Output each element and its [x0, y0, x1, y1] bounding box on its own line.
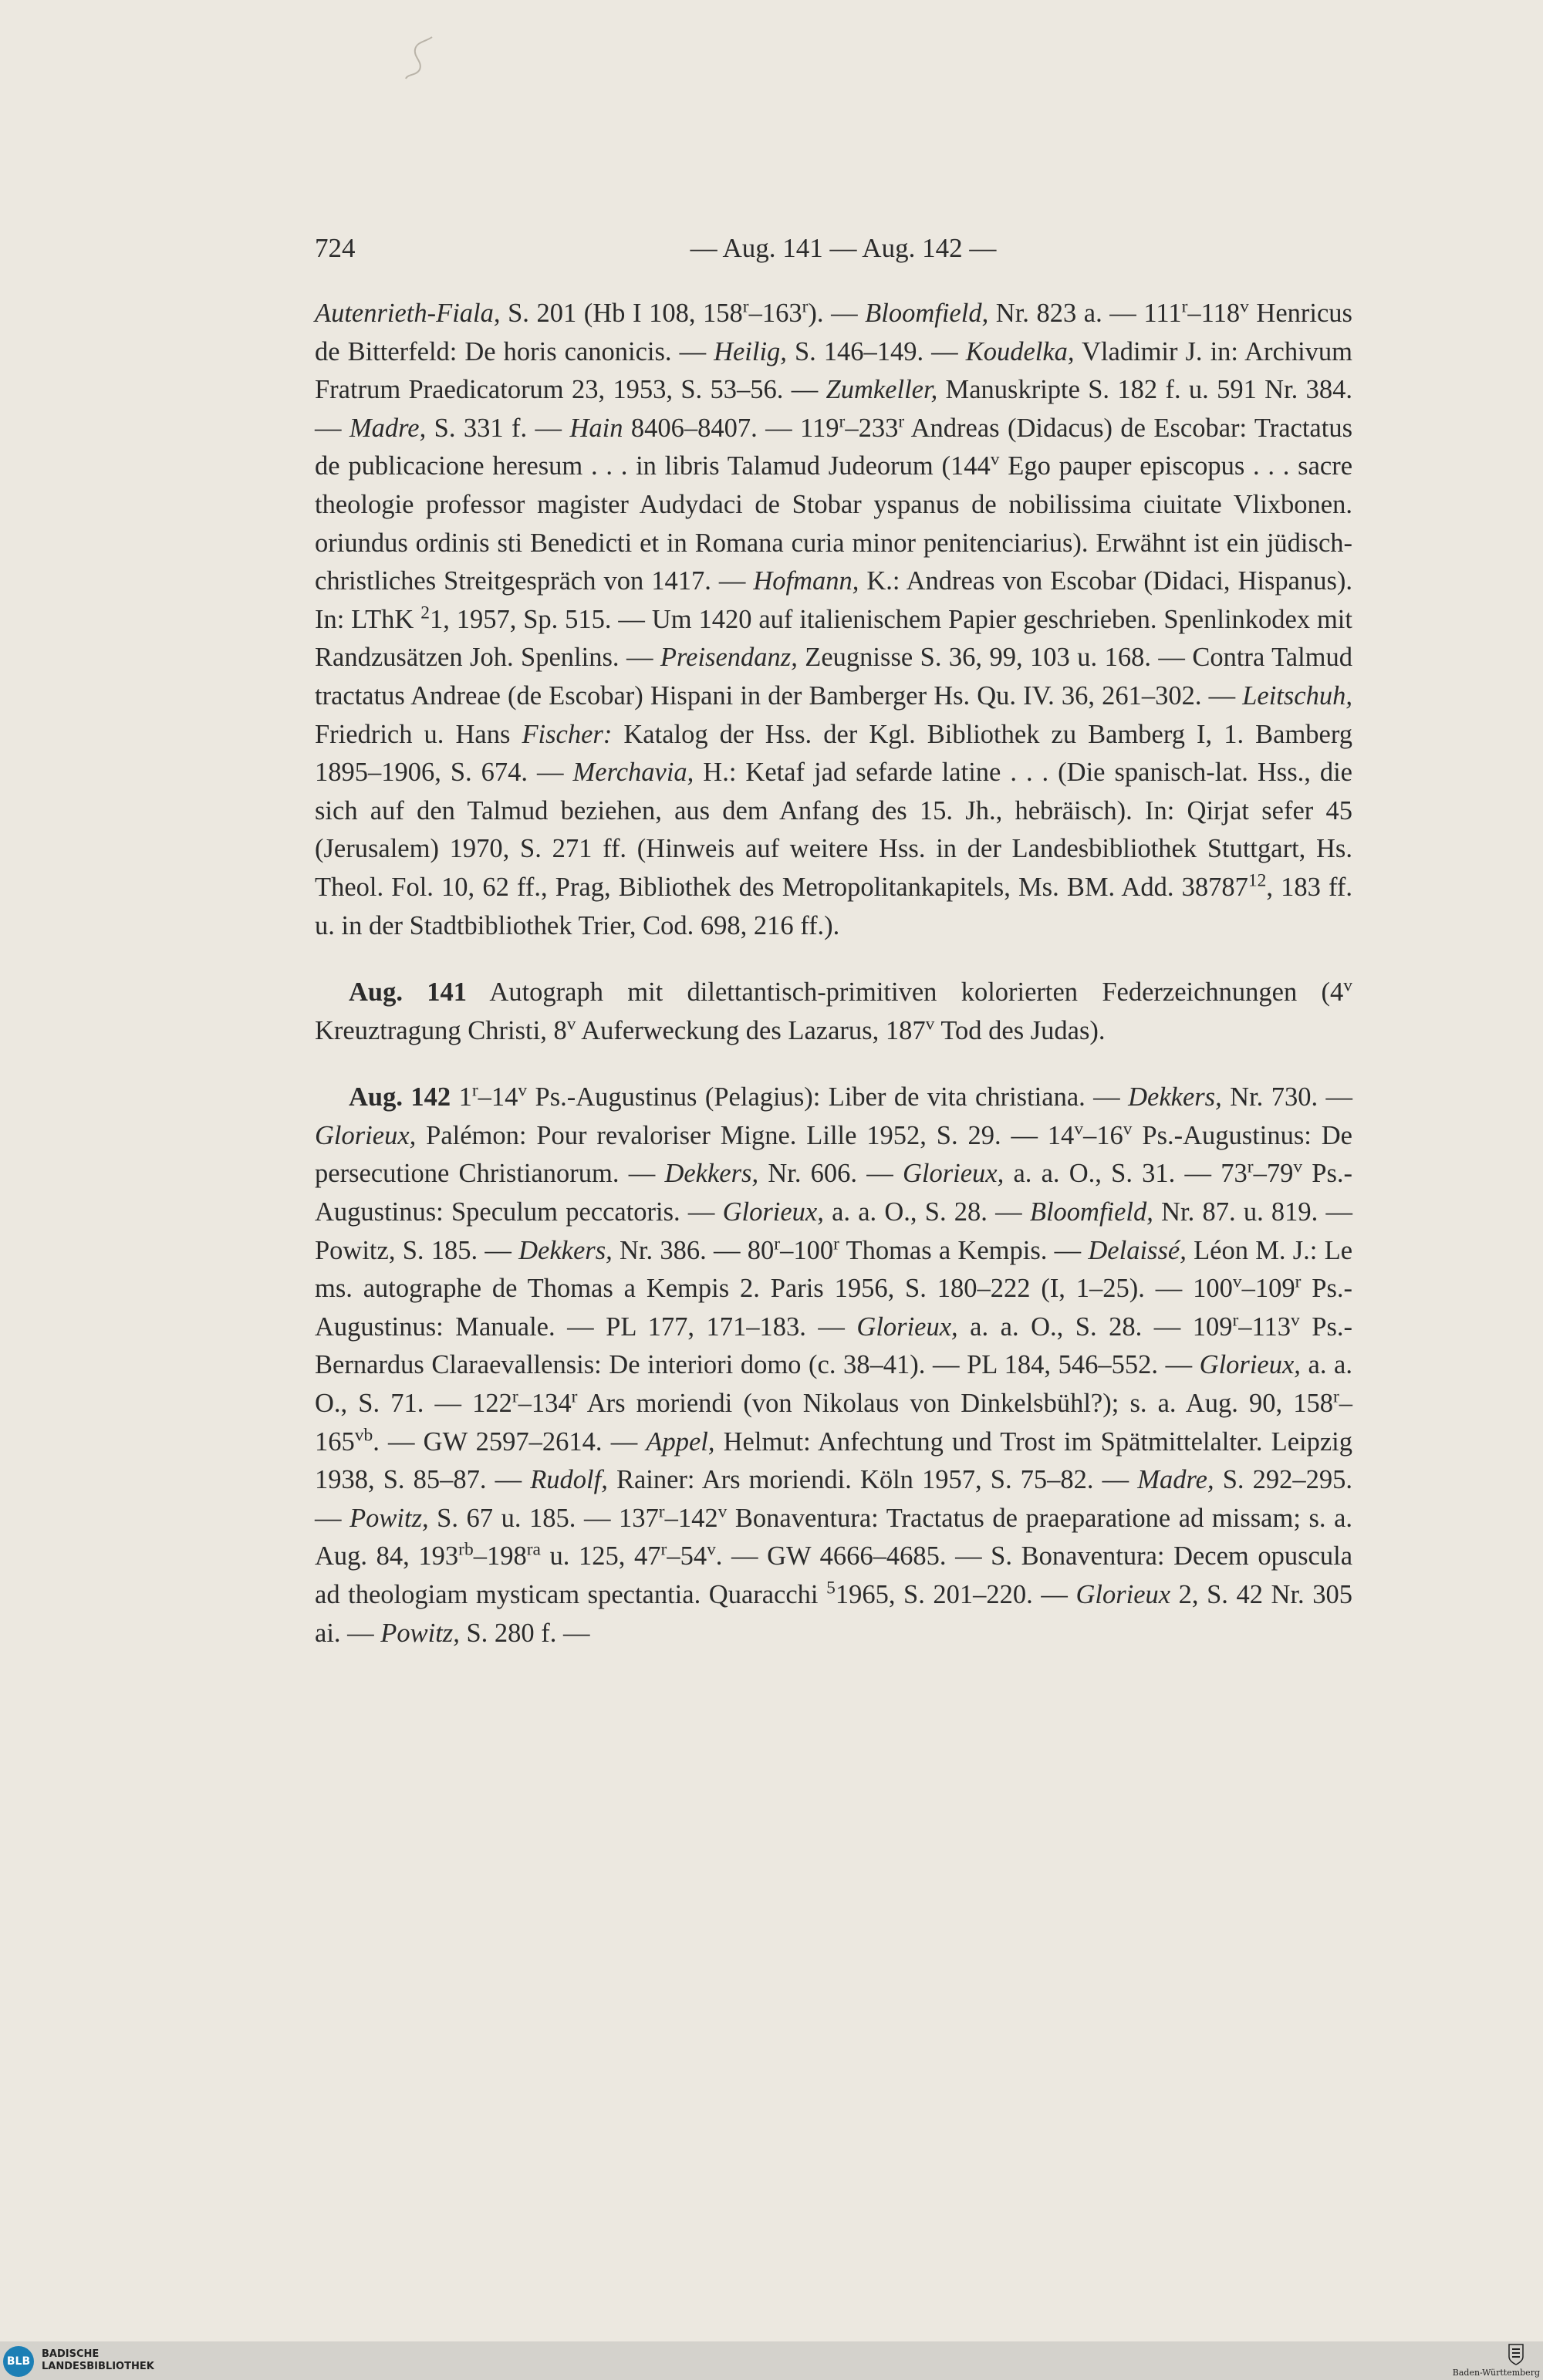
text-run: a. a. O., S. 28. —	[823, 1197, 1030, 1227]
superscript: r	[1247, 1156, 1254, 1177]
superscript: 2	[420, 603, 430, 623]
text-run: Thomas a Kempis. —	[839, 1235, 1089, 1265]
author-name: Glorieux,	[1199, 1350, 1301, 1380]
superscript: r	[1181, 296, 1188, 317]
superscript: r	[839, 411, 846, 432]
text-run: Ps.-Augustinus: Manuale. — PL 177, 171–183. —	[315, 1274, 1352, 1342]
text-run: Ps.-Augustinus: Speculum peccatoris. —	[315, 1159, 1352, 1227]
author-name: Hain	[569, 413, 623, 443]
text-run: Nr. 730. —	[1221, 1082, 1353, 1112]
text-run: Palémon: Pour revaloriser Migne. Lille 1952, S. 29. — 14	[416, 1120, 1075, 1150]
author-name: Heilig,	[714, 336, 787, 366]
text-run: Zeugnisse S. 36, 99, 103 u. 168. — Contra Talmud tractatus Andreae (de Escobar) Hispani in der Bamberger Hs. Qu. IV. 36, 261–302. —	[315, 643, 1352, 711]
text-run: Friedrich u. Hans	[315, 719, 522, 749]
author-name: Zumkeller,	[826, 375, 938, 405]
text-run: –109	[1241, 1274, 1295, 1304]
text-run: S. 67 u. 185. — 137	[428, 1503, 659, 1533]
text-run: a. a. O., S. 71. — 122	[315, 1350, 1352, 1419]
text-run: S. 280 f. —	[459, 1618, 590, 1648]
text-run: Helmut: Anfechtung und Trost im Spätmittelalter. Leipzig 1938, S. 85–87. —	[315, 1426, 1353, 1495]
author-name: Dekkers,	[1128, 1082, 1222, 1112]
text-run: Nr. 606. —	[758, 1159, 903, 1189]
superscript: v	[1240, 296, 1249, 317]
text-run: Ps.-Augustinus: De persecutione Christianorum. —	[315, 1120, 1352, 1189]
superscript: r	[742, 296, 749, 317]
superscript: v	[925, 1014, 935, 1035]
running-header	[315, 233, 1349, 272]
text-run: Nr. 823 a. — 111	[988, 299, 1182, 328]
text-run: , 183 ff. u. in der Stadtbibliothek Trier, Cod. 698, 216 ff.).	[315, 872, 1352, 940]
superscript: r	[1332, 1386, 1339, 1407]
text-run: –134	[518, 1389, 572, 1419]
author-name: Bloomfield,	[1029, 1197, 1153, 1227]
superscript: v	[566, 1014, 576, 1035]
superscript: v	[1074, 1119, 1084, 1139]
catalog-entry-text	[315, 295, 1352, 1652]
author-name: Autenrieth-Fiala,	[315, 299, 501, 328]
text-run: 8406–8407. — 119	[623, 413, 839, 443]
text-run: –100	[780, 1235, 834, 1265]
author-name: Preisendanz,	[660, 643, 798, 673]
text-run: Bonaventura: Tractatus de praeparatione ad missam; s. a. Aug. 84, 193	[315, 1503, 1353, 1571]
superscript: r	[571, 1386, 578, 1407]
text-run: –165	[315, 1389, 1353, 1457]
author-name: Bloomfield,	[865, 299, 989, 328]
author-name: Glorieux	[1075, 1580, 1171, 1609]
text-run: 1, 1957, Sp. 515. — Um 1420 auf italienischem Papier geschrieben. Spenlinkodex mit Randzusätzen Joh. Spenlins. —	[315, 604, 1352, 673]
text-run: 1	[451, 1082, 472, 1112]
footer-bar	[0, 2341, 1543, 2380]
author-name: Dekkers,	[518, 1235, 613, 1265]
text-run: . — GW 2597–2614. —	[373, 1426, 647, 1457]
text-run: H.: Ketaf jad sefarde latine . . . (Die spanisch-lat. Hss., die sich auf den Talmud beziehen, aus dem Anfang des 15. Jh., hebräisch). In: Qirjat sefer 45 (Jerusalem) 1970, S. 271 ff. (Hinweis auf weitere Hss. in der Landesbibliothek Stuttgart, Hs. Theol. Fol. 10, 62 ff., Prag, Bibliothek des Metropolitankapitels, Ms. BM. Add. 38787	[315, 758, 1352, 902]
text-run: –79	[1253, 1159, 1294, 1189]
superscript: 5	[826, 1578, 836, 1598]
superscript: v	[1232, 1271, 1242, 1292]
text-run: –14	[478, 1082, 518, 1112]
superscript: v	[1291, 1310, 1300, 1331]
text-run: Ps.-Augustinus (Pelagius): Liber de vita christiana. —	[527, 1082, 1129, 1112]
author-name: Madre,	[349, 413, 427, 443]
author-name: Appel,	[646, 1426, 715, 1457]
superscript: r	[658, 1501, 665, 1522]
author-name: Dekkers,	[664, 1159, 759, 1189]
superscript: v	[1123, 1119, 1133, 1139]
text-run: S. 146–149. —	[786, 336, 966, 366]
text-run: –54	[667, 1541, 707, 1571]
coat-of-arms-icon	[1508, 2343, 1524, 2366]
text-run: Manuskripte S. 182 f. u. 591 Nr. 384. —	[315, 375, 1352, 443]
text-run: Andreas (Didacus) de Escobar: Tractatus de publicacione heresum . . . in libris Talamud Judeorum (144	[315, 413, 1352, 481]
text-run: Auferweckung des Lazarus, 187	[576, 1015, 926, 1045]
author-name: Madre,	[1137, 1465, 1214, 1495]
superscript: v	[707, 1539, 716, 1560]
superscript: r	[1232, 1310, 1239, 1331]
blb-logo-icon: BLB	[3, 2346, 34, 2377]
superscript: r	[774, 1234, 781, 1254]
author-name: Koudelka,	[965, 336, 1075, 366]
text-run: Ego pauper episcopus . . . sacre theologie professor magister Audydaci de Stobar yspanus de nobilissima ciuitate Vlixbonen. oriundus ordinis sti Benedicti et in Romana curia minor penitenciarius). Erwähnt ist ein jüdisch-christliches Streitgespräch von 1417. —	[315, 451, 1353, 596]
text-run: Ps.-Bernardus Claraevallensis: De interiori domo (c. 38–41). — PL 184, 546–552. —	[315, 1312, 1353, 1380]
superscript: v	[1343, 975, 1353, 996]
text-run: . — GW 4666–4685. — S. Bonaventura: Decem opuscula ad theologiam mysticam spectantia. Quaracchi	[315, 1541, 1353, 1609]
superscript: ra	[526, 1539, 541, 1560]
text-run: –142	[664, 1503, 718, 1533]
text-run: Nr. 386. — 80	[612, 1235, 775, 1265]
superscript: r	[1295, 1271, 1302, 1292]
superscript: r	[802, 296, 809, 317]
text-run: S. 201 (Hb I 108, 158	[500, 299, 743, 328]
superscript: r	[512, 1386, 518, 1407]
text-run: Henricus de Bitterfeld: De horis canonicis. —	[315, 299, 1352, 366]
author-name: Powitz,	[349, 1503, 429, 1533]
text-run: Autograph mit dilettantisch-primitiven kolorierten Federzeichnungen (4	[467, 977, 1344, 1008]
author-name: Leitschuh,	[1242, 680, 1352, 711]
author-name: Glorieux,	[856, 1312, 958, 1342]
text-run: K.: Andreas von Escobar (Didaci, Hispanus). In: LThK	[315, 566, 1352, 634]
superscript: vb	[354, 1425, 373, 1446]
author-name: Glorieux,	[315, 1120, 417, 1150]
library-name	[42, 2348, 154, 2373]
text-run: u. 125, 47	[540, 1541, 661, 1571]
author-name: Rudolf,	[530, 1465, 608, 1495]
author-name: Glorieux,	[902, 1159, 1004, 1189]
text-run: Léon M. J.: Le ms. autographe de Thomas a Kempis 2. Paris 1956, S. 180–222 (I, 1–25). — 100	[315, 1235, 1353, 1304]
text-run: –163	[748, 299, 802, 328]
text-run: a. a. O., S. 31. — 73	[1004, 1159, 1248, 1189]
superscript: r	[898, 411, 905, 432]
text-run: –113	[1238, 1312, 1291, 1342]
text-run: –198	[473, 1541, 527, 1571]
superscript: r	[471, 1080, 478, 1101]
author-name: Powitz,	[380, 1618, 460, 1648]
text-run: 2, S. 42 Nr. 305 ai. —	[315, 1580, 1353, 1648]
superscript: 12	[1248, 870, 1267, 891]
text-run: –233	[845, 413, 899, 443]
shelfmark: Aug. 142	[349, 1082, 451, 1112]
text-run: a. a. O., S. 28. — 109	[957, 1312, 1233, 1342]
text-run: 1965, S. 201–220. —	[835, 1580, 1076, 1609]
text-run: S. 331 f. —	[426, 413, 570, 443]
state-name: Baden-Württemberg	[1452, 2368, 1540, 2378]
text-run: –16	[1083, 1120, 1123, 1150]
text-run: Ars moriendi (von Nikolaus von Dinkelsbühl?); s. a. Aug. 90, 158	[577, 1389, 1333, 1419]
running-title: — Aug. 141 — Aug. 142 —	[690, 233, 997, 263]
pencil-mark-icon	[386, 31, 455, 85]
text-run: Vladimir J. in: Archivum Fratrum Praedicatorum 23, 1953, S. 53–56. —	[315, 336, 1352, 405]
page-number: 724	[315, 233, 356, 263]
superscript: rb	[458, 1539, 474, 1560]
text-run: Tod des Judas).	[934, 1015, 1106, 1045]
text-run: ). —	[808, 299, 866, 328]
shelfmark: Aug. 141	[349, 977, 468, 1008]
library-name-line1: BADISCHE	[42, 2348, 100, 2360]
author-name: Fischer:	[522, 719, 613, 749]
superscript: v	[518, 1080, 528, 1101]
paragraph-3	[315, 1079, 1352, 1652]
author-name: Hofmann,	[753, 566, 859, 596]
superscript: r	[660, 1539, 667, 1560]
text-run: Nr. 87. u. 819. — Powitz, S. 185. —	[315, 1197, 1352, 1265]
text-run: S. 292–295. —	[315, 1465, 1353, 1533]
superscript: v	[990, 449, 1000, 470]
author-name: Delaissé,	[1088, 1235, 1187, 1265]
author-name: Glorieux,	[722, 1197, 824, 1227]
superscript: v	[1293, 1156, 1303, 1177]
paragraph-2	[315, 974, 1352, 1050]
text-run: Kreuztragung Christi, 8	[315, 1015, 567, 1045]
superscript: r	[833, 1234, 839, 1254]
author-name: Merchavia,	[572, 758, 694, 788]
superscript: v	[717, 1501, 728, 1522]
text-run: Rainer: Ars moriendi. Köln 1957, S. 75–82. —	[607, 1465, 1138, 1495]
library-name-line2: LANDESBIBLIOTHEK	[42, 2361, 154, 2372]
text-run: –118	[1187, 299, 1241, 328]
paragraph-1	[315, 295, 1352, 945]
text-run: Katalog der Hss. der Kgl. Bibliothek zu Bamberg I, 1. Bamberg 1895–1906, S. 674. —	[315, 719, 1352, 788]
